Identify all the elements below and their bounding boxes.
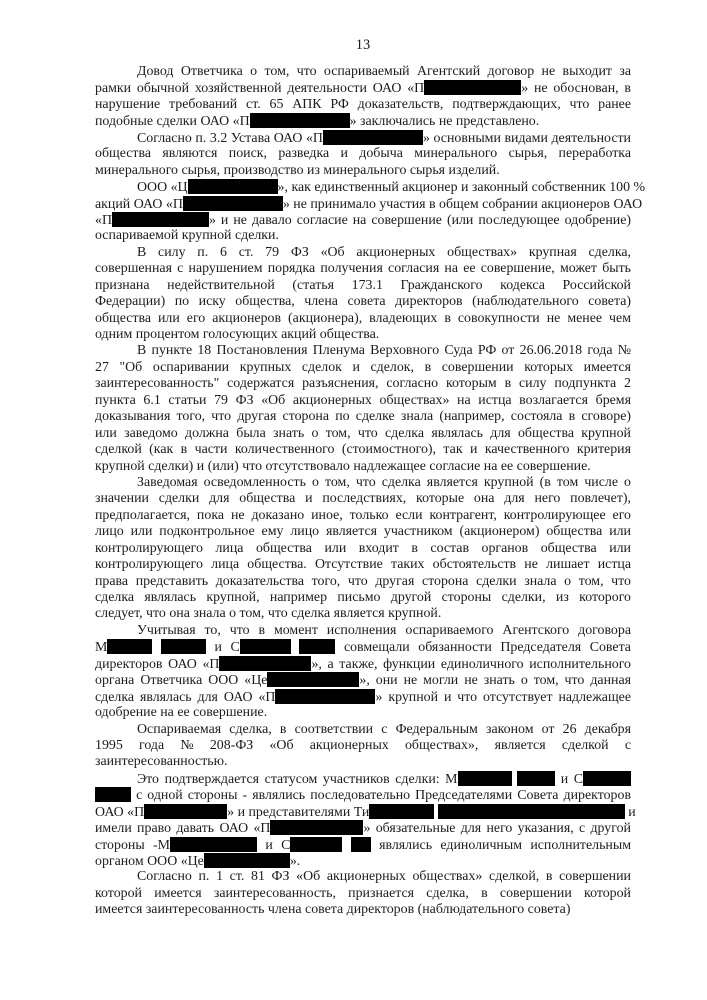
redaction-bar [583,771,631,786]
text-line: следует, что она знала о том, что сделка является крупной. [95,606,442,622]
text-line: права представить доказательства того, что другая сторона сделки знала о том, что [95,573,631,589]
redaction-bar [144,804,227,819]
redaction-bar [424,80,521,95]
paragraph [95,722,631,771]
text-line: крупной сделки) и (или) что отсутствовало надлежащее согласие на ее совершение. [95,458,591,474]
redaction-bar [250,113,350,128]
text-line: сделка являлась для ОАО «П » крупной и что отсутствует надлежащее [95,689,631,705]
document-body [95,64,646,919]
redaction-bar [240,639,291,654]
text-line: значении сделки для общества и последствиях, которые она для него повлечет), [95,491,631,507]
text-line: доказывания того, что другая сторона по сделке знала (например, состояла в сговоре) [95,409,631,425]
redaction-bar [170,837,257,852]
text-line: одним процентом голосующих акций общества. [95,327,380,342]
text-line: ООО «Ц », как единственный акционер и законный собственник 100 % [137,180,646,196]
text-line: пункта 6.1 статьи 79 ФЗ «Об акционерных обществах» на истца возлагается бремя [95,392,631,408]
redaction-bar [438,804,625,819]
text-line: В силу п. 6 ст. 79 ФЗ «Об акционерных обществах» крупная сделка, [137,244,631,260]
text-line: заинтересованность" содержатся разъяснения, согласно которым в силу подпункта 2 [95,376,631,392]
text-line: заинтересованностью. [95,754,228,770]
redaction-bar [267,672,359,687]
paragraph [95,475,631,623]
redaction-bar [161,639,206,654]
text-line: директоров ОАО «П », а также, функции единоличного исполнительного [95,656,631,672]
text-line: общества являются поиск, разведка и добыча минерального сырья, переработка [95,146,631,162]
redaction-bar [219,656,311,671]
text-line: акций ОАО «П » не принимало участия в общем собрании акционеров ОАО [95,196,643,212]
text-line: подобные сделки ОАО «П » заключались не представлено. [95,114,540,130]
text-line: Это подтверждается статусом участников сделки: М и С [95,771,631,787]
redaction-bar [204,853,290,868]
text-line: органом ООО «Це ». [95,854,301,869]
text-line: одобрение на ее совершение. [95,705,268,721]
text-line: рамки обычной хозяйственной деятельности ОАО «П » не обоснован, в [95,81,631,97]
text-line: оспариваемой крупной сделки. [95,228,279,244]
redaction-bar [290,837,342,852]
text-line: Федерации) по иску общества, члена совета директоров (наблюдательного совета) [95,294,631,310]
text-line: сделка являлась крупной, например письмо другой стороны сделки, из которого [95,590,631,605]
text-line: В пункте 18 Постановления Пленума Верховного Суда РФ от 26.06.2018 года № [137,343,631,359]
text-line: стороны -М и С являлись единоличным исполнительным [95,837,631,853]
page-number: 13 [355,37,371,53]
text-line: Согласно п. 1 ст. 81 ФЗ «Об акционерных обществах» сделкой, в совершении [137,869,631,885]
text-line: общества или его акционеров (акционера), владеющих в совокупности не менее чем [95,310,631,326]
text-line: минерального сырья, производство из минерального сырья изделий. [95,162,500,178]
text-line: контролирующего лица общества или входит в состав органов общества или [95,540,631,556]
text-line: контролирующего лица общества. Отсутствие таких обстоятельств не лишает истца [95,557,631,573]
redaction-bar [183,196,283,211]
text-line: «П » и не давало согласие на совершение (или последующее одобрение) [95,212,631,228]
text-line: Учитывая то, что в момент исполнения оспариваемого Агентского договора [137,622,631,638]
redaction-bar [517,771,555,786]
text-line: признана недействительной (статья 173.1 Гражданского кодекса Российской [95,277,631,293]
text-line: М и С совмещали обязанности Председателя Совета [95,640,631,656]
paragraph [95,623,631,722]
text-line: нарушение требований ст. 65 АПК РФ доказательств, подтверждающих, что ранее [95,96,631,112]
redaction-bar [369,804,434,819]
text-line: Оспариваемая сделка, в соответствии с Федеральным законом от 26 декабря [137,721,631,737]
text-line: имеется заинтересованность члена совета директоров (наблюдательного совета) [95,902,571,918]
redaction-bar [275,689,375,704]
redaction-bar [107,639,152,654]
redaction-bar [188,179,278,194]
paragraph [95,869,631,918]
paragraph [95,245,631,344]
redaction-bar [323,130,423,145]
text-line: предполагается, пока не доказано иное, только если контрагент, контролирующее его [95,507,631,523]
text-line: органа Ответчика ООО «Це », они не могли не знать о том, что данная [95,673,631,689]
text-line: 27 "Об оспаривании крупных сделок и сделок, в совершении которых имеется [95,359,631,375]
redaction-bar [351,837,371,852]
text-line: с одной стороны - являлись последовательно Председателями Совета директоров [95,787,631,803]
paragraph [95,179,646,245]
paragraph [95,64,631,130]
redaction-bar [270,820,363,835]
redaction-bar [112,212,209,227]
text-line: лицо или подконтрольное ему лицо является участником (акционером) общества или [95,524,631,540]
text-line: имели право давать ОАО «П » обязательные для него указания, с другой [95,821,631,837]
redaction-bar [95,787,131,802]
paragraph [95,343,631,475]
text-line: Согласно п. 3.2 Устава ОАО «П » основными видами деятельности [137,130,631,146]
text-line: сделкой (как в части количественного (стоимостного), так и качественного критерия [95,442,631,458]
text-line: которой имеется заинтересованность, признается сделка, в совершении которой [95,885,631,901]
paragraph [95,130,631,179]
text-line: Заведомая осведомленность о том, что сделка является крупной (в том числе о [137,474,631,490]
text-line: Довод Ответчика о том, что оспариваемый Агентский договор не выходит за [137,64,631,79]
paragraph [95,771,636,870]
redaction-bar [299,639,335,654]
text-line: совершенная с нарушением порядка получения согласия на ее совершение, может быть [95,261,631,277]
text-line: ОАО «П » и представителями Ти и [95,804,636,820]
redaction-bar [458,771,512,786]
text-line: 1995 года № 208-ФЗ «Об акционерных обществах», является сделкой с [95,737,631,753]
text-line: или заведомо должна была знать о том, что сделка являлась для общества крупной [95,425,631,441]
